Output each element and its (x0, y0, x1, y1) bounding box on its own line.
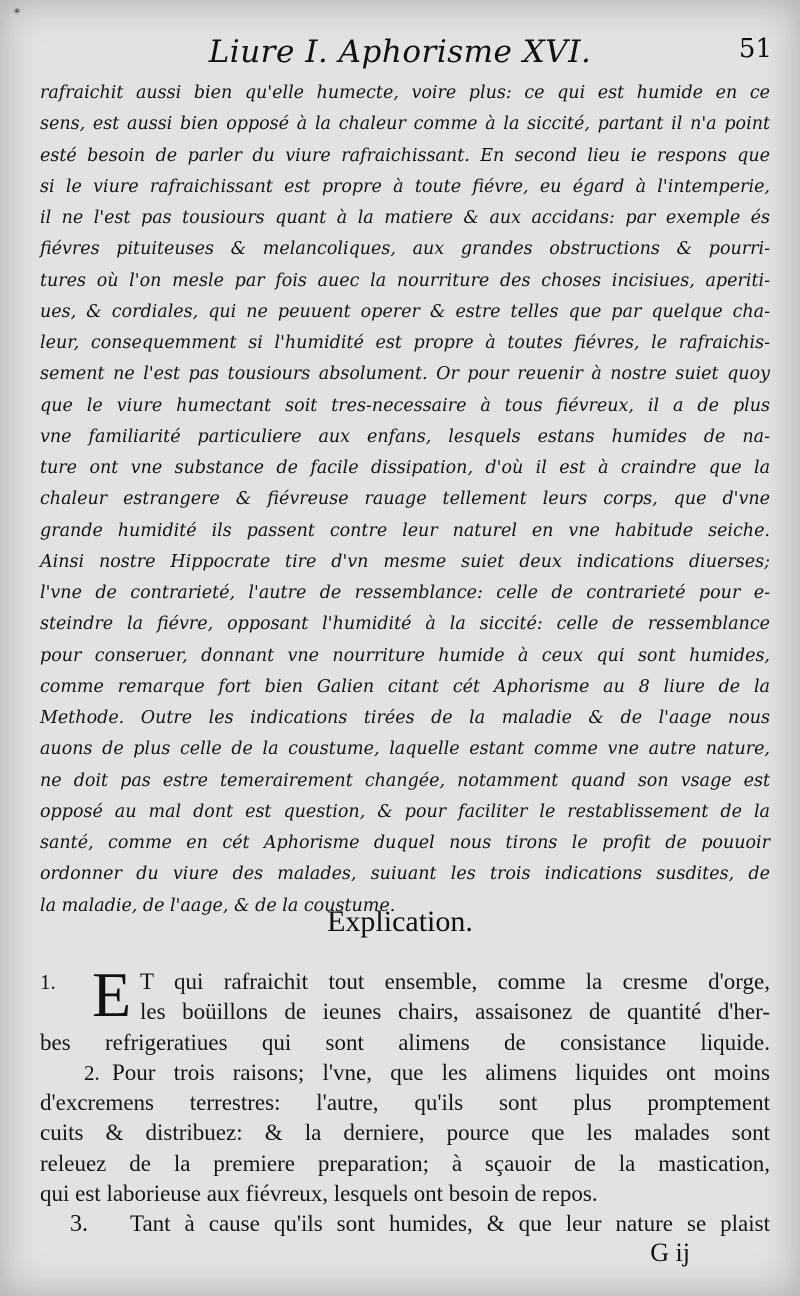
body-line: ues, & cordiales, qui ne peuuent operer & estre telles que par quelque cha- (40, 301, 770, 322)
body-line: ordonner du viure des malades, suiuant les trois indications susdites, de (40, 864, 770, 885)
note-number: 2. (84, 1060, 100, 1085)
body-line: il ne l'est pas tousiours quant à la matiere & aux accidans: par exemple és (40, 208, 770, 228)
body-line: si le viure rafraichissant est propre à toute fiévre, eu égard à l'intemperie, (40, 176, 770, 197)
body-line: rafraichit aussi bien qu'elle humecte, voire plus: ce qui est humide en ce (40, 83, 770, 103)
explication-line: d'excremens terrestres: l'autre, qu'ils sont plus promptement (40, 1090, 770, 1116)
body-line: sens, est aussi bien opposé à la chaleur comme à la siccité, partant il n'a point (40, 114, 770, 135)
note-number: 3. (70, 1211, 88, 1238)
folio-number: 51 (738, 34, 772, 64)
body-line: steindre la fiévre, opposant l'humidité à la siccité: celle de ressemblance (40, 614, 770, 635)
explication-line (40, 1058, 770, 1088)
body-line: ture ont vne substance de facile dissipation, d'où il est à craindre que la (40, 458, 770, 478)
body-line: la maladie, de l'aage, & de la coustume. (40, 895, 396, 916)
drop-cap: E (92, 959, 132, 1030)
section-heading: Explication. (327, 905, 473, 938)
body-line: Methode. Outre les indications tirées de la maladie & de l'aage nous (40, 708, 770, 728)
body-line: opposé au mal dont est question, & pour faciliter le restablissement de la (40, 801, 770, 822)
body-line: vne familiarité particuliere aux enfans, lesquels estans humides de na- (40, 426, 770, 447)
explication-line: qui est laborieuse aux fiévreux, lesquels ont besoin de repos. (40, 1181, 598, 1207)
body-line: tures où l'on mesle par fois auec la nourriture des choses incisiues, aperiti- (40, 270, 770, 291)
running-head: Liure I. Aphorisme XVI. (208, 34, 592, 70)
body-line: auons de plus celle de la coustume, laquelle estant comme vne autre nature, (40, 739, 770, 760)
corner-mark: * (14, 6, 20, 20)
body-line: comme remarque fort bien Galien citant cét Aphorisme au 8 liure de la (40, 676, 770, 697)
body-line: l'vne de contrarieté, l'autre de ressemblance: celle de contrarieté pour e- (40, 583, 770, 603)
explication-line: bes refrigeratiues qui sont alimens de consistance liquide. (40, 1029, 770, 1055)
commentary-body (40, 78, 770, 922)
body-line: ne doit pas estre temerairement changée, notamment quand son vsage est (40, 770, 770, 791)
body-line: santé, comme en cét Aphorisme duquel nous tirons le profit de pouuoir (40, 833, 770, 853)
signature-mark: G ij (650, 1238, 690, 1267)
body-line: sement ne l'est pas tousiours absolument. Or pour reuenir à nostre suiet quoy (40, 364, 770, 385)
explication-line (40, 1209, 770, 1239)
body-line: chaleur estrangere & fiévreuse rauage tellement leurs corps, que d'vne (40, 489, 770, 510)
note-number: 1. (40, 970, 56, 994)
body-line: que le viure humectant soit tres-necessaire à tous fiévreux, il a de plus (40, 395, 770, 416)
explication-line: releuez de la premiere preparation; à sçauoir de la mastication, (40, 1150, 770, 1176)
body-line: leur, consequemment si l'humidité est propre à toutes fiévres, le rafraichis- (40, 333, 770, 353)
explication-line: les boüillons de ieunes chairs, assaisonez de quantité d'her- (140, 999, 770, 1025)
explication-line: cuits & distribuez: & la derniere, pource que les malades sont (40, 1120, 770, 1146)
body-line: esté besoin de parler du viure rafraichissant. En second lieu ie respons que (40, 145, 770, 166)
body-line: Ainsi nostre Hippocrate tire d'vn mesme suiet deux indications diuerses; (40, 551, 770, 572)
explication-text: T qui rafraichit tout ensemble, comme la cresme d'orge, (140, 969, 770, 994)
body-line: fiévres pituiteuses & melancoliques, aux grandes obstructions & pourri- (40, 239, 770, 260)
body-line: grande humidité ils passent contre leur naturel en vne habitude seiche. (40, 520, 770, 541)
explication-body (40, 959, 770, 1240)
explication-text: Tant à cause qu'ils sont humides, & que leur nature se plaist (130, 1211, 770, 1237)
explication-text: Pour trois raisons; l'vne, que les alimens liquides ont moins (112, 1059, 770, 1085)
body-line: pour conseruer, donnant vne nourriture humide à ceux qui sont humides, (40, 645, 770, 666)
